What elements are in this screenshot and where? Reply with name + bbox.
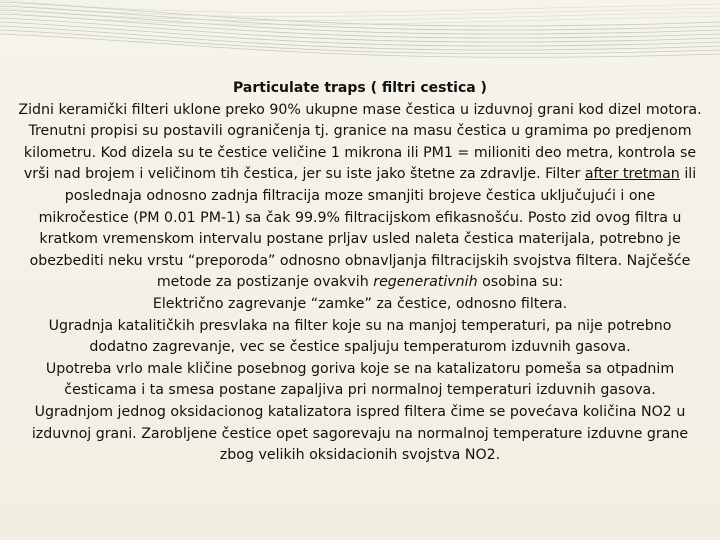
method-fuel-additive: Upotreba vrlo male kličine posebnog goriva koje se na katalizatoru pomeša sa otpadnim česticama i ta smesa postane zapaljiva pri normalnoj temperaturi izduvnih gasova. bbox=[45, 360, 675, 399]
method-electric-heating: Električno zagrevanje “zamke” za čestice, odnosno filtera. bbox=[152, 295, 568, 312]
decorative-swoosh bbox=[0, 0, 720, 80]
underlined-term: after tretman bbox=[584, 166, 680, 183]
paragraph-intro bbox=[18, 100, 702, 294]
method-catalytic-coating: Ugradnja katalitičkih presvlaka na filter koje su na manjoj temperaturi, pa nije potrebno dodatno zagrevanje, vec se čestice spaljuju temperaturom izduvnih gasova. bbox=[48, 317, 672, 356]
italic-term: regenerativnih bbox=[373, 274, 478, 291]
intro-text-b: ili poslednaja odnosno zadnja filtracija moze smanjiti brojeve čestica uključujući i one mikročestice (PM 0.01 PM-1) sa čak 99.9% filtracijskom efikasnošću. Posto zid ovog filtra u kratkom vremenskom intervalu postane prljav usled naleta čestica materijala, potrebno je obezbediti neku vrstu “preporoda” odnosno obnavljanja filtracijskih svojstva filtera. Najčešće metode za postizanje ovakvih bbox=[29, 166, 697, 291]
page-title: Particulate traps ( filtri cestica ) bbox=[233, 80, 487, 96]
method-oxidation-catalyst: Ugradnjom jednog oksidacionog katalizatora ispred filtera čime se povećava količina NO2 u izduvnoj grani. Zarobljene čestice opet sagorevaju na normalnoj temperature izduvne grane zbog velikih oksidacionih svojstva NO2. bbox=[31, 403, 689, 464]
intro-text-c: osobina su: bbox=[477, 274, 564, 291]
text-body bbox=[18, 78, 702, 467]
intro-text-a: Zidni keramički filteri uklone preko 90% ukupne mase čestica u izduvnoj grani kod dizel motora. Trenutni propisi su postavili ograničenja tj. granice na masu čestica u gramima po predjenom kilometru. Kod dizela su te čestice veličine 1 mikrona ili PM1 = milioniti deo metra, kontrola se vrši nad brojem i veličinom tih čestica, jer su iste jako štetne za zdravlje. Filter bbox=[18, 101, 702, 183]
